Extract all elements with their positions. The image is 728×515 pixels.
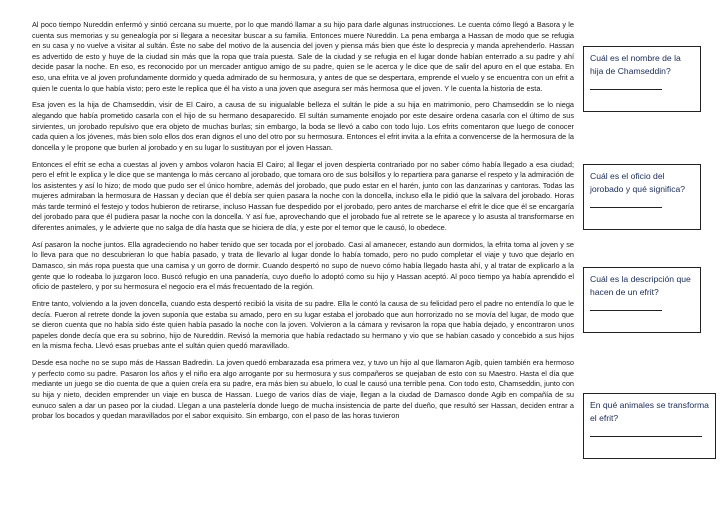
question-text-2: Cuál es el oficio del jorobado y qué significa? [590, 171, 686, 194]
story-paragraph-6: Desde esa noche no se supo más de Hassan Badredin. La joven quedó embarazada esa primera vez, y tuvo un hijo al que llamaron Agib, quien también era hermoso y perfecto como su padre. Pasaron los años y el niño era algo arrogante por su hermosura y sus compañeros se quejaban de esto con su Maestro. Hasta el día que mediante un juego se dio cuenta de que a quien creía era su padre, era más bien su abuelo, lo cual le causó una terrible pena. Con todo esto, Chamseddin, junto con su hija y nieto, deciden emprender un viaje en busca de Hassan. Luego de varios días de viaje, llegan a la ciudad de Damasco donde Agib en compañía de su eunuco salen a dar un paseo por la ciudad. Llegan a una pastelería donde luego de mucha insistencia de parte del dueño, que resultó ser Hassan, deciden entrar a probar los bocados y quedan maravillados por el sabor exquisito. Sin embargo, con el paso de las horas tuvieron [32, 358, 574, 421]
question-text-4: En qué animales se transforma el efrit? [590, 400, 709, 423]
story-text-column [32, 20, 574, 428]
answer-line-3[interactable] [590, 310, 662, 311]
question-box-1 [583, 46, 701, 112]
story-paragraph-4: Así pasaron la noche juntos. Ella agradeciendo no haber tenido que ser tocada por el jorobado. Casi al amanecer, estando aun dormidos, la efrita toma al joven y se lo lleva para que no descubrieran lo que había pasado, y trata de llevarlo al lugar donde lo había tomado, pero no pudo completar el viaje y tuvo que dejarlo en Damasco, sin más ropa puesta que una camisa y un gorro de dormir. Cuando despertó no supo de nuevo cómo había llegado hasta ahí, y al tratar de explicarlo a la gente que lo rodeaba lo juzgaron loco. Buscó refugio en una panadería, cuyo dueño lo adoptó como su hijo y Hassan aceptó. Al poco tiempo ya había aprendido el oficio de pastelero, y por su hermosura el negocio era el más frecuentado de la región. [32, 239, 574, 292]
question-text-3: Cuál es la descripción que hacen de un efrit? [590, 274, 691, 297]
answer-line-1[interactable] [590, 89, 662, 90]
story-paragraph-1: Al poco tiempo Nureddin enfermó y sintió cercana su muerte, por lo que mandó llamar a su hijo para darle algunas instrucciones. Le cuenta cómo llegó a Basora y le cuenta sus memorias y su genealogía por si llegara a necesitar buscar a su familia. Entonces muere Nureddin. La pena embarga a Hassan de modo que se refugia en su casa y no vuelve a visitar al sultán. Éste no sabe del motivo de la ausencia del joven y piensa más bien que éste lo desprecia y manda aprehenderlo. Hassan es advertido de esto y huye de la ciudad sin más que la ropa que traía puesta. Sale de la ciudad y se refugia en el lugar donde habían enterrado a su padre y ahí decide pasar la noche. En eso, es reconocido por un mercader antiguo amigo de su padre, quien se le acerca y le dice que de salir del apuro en el que estaba. En eso, una efrita ve al joven profundamente dormido y queda admirado de su hermosura, y antes de que se despertara, emprende el vuelo y se encuentra con un efrit a quien le cuenta lo que había visto; pero este le replica que él ha visto a una joven que asegura ser más hermosa que el joven. Y le cuenta la historia de esta. [32, 20, 574, 93]
question-box-4 [583, 393, 716, 459]
answer-line-2[interactable] [590, 207, 662, 208]
answer-line-4[interactable] [590, 436, 702, 437]
story-paragraph-3: Entonces el efrit se echa a cuestas al joven y ambos volaron hacia El Cairo; al llegar el joven despierta contrariado por no saber cómo había llegado a esa ciudad; pero el efrit le explica y le dice que se mantenga lo más cercano al jorobado, que tomara oro de sus bolsillos y lo repartiera para ganarse el respeto y la admiración de los asistentes y así lo hizo; de modo que pudo ser el único hombre, además del jorobado, que pudo estar en el harén, junto con las danzarinas y cantoras. Todas las mujeres admiraban la hermosura de Hassan y decían que él debía ser quien pasara la noche con la doncella, incluso ella le pidió que la salvara del jorobado. Horas más tarde terminó el festejo y todos hubieron de retirarse, incluso Hassan fue despedido por el jorobado, pero antes de marcharse el efrit le dice que él se encargaría del jorobado para que él pudiera pasar la noche con la doncella. Y así fue, aprovechando que el jorobado fue al retrete se le aparece y lo asusta al transformarse en diferentes animales, y le advierte que no salga de día hasta que se hiciera de día, y este por el temor que le causó, lo obedece. [32, 159, 574, 233]
question-text-1: Cuál es el nombre de la hija de Chamseddin? [590, 53, 681, 76]
story-paragraph-5: Entre tanto, volviendo a la joven doncella, cuando esta despertó recibió la visita de su padre. Ella le contó la causa de su felicidad pero el padre no entendía lo que le decía. Fueron al retrete donde la joven suponía que estaba su amado, pero en su lugar estaba el jorobado que aun horrorizado no se movía del lugar, de modo que se dieron cuenta que no había sido éste quien había pasado la noche con la joven. Volvieron a la cámara y revisaron la ropa que había dejado, y encontraron unos papeles donde decía que era su sobrino, hijo de Nureddin. Revisó la memoria que había redactado su hermano y vio que se habían casado y concebido a sus hijos en la misma fecha. Llevó esas pruebas ante el sultán quien quedó maravillado. [32, 299, 574, 351]
question-box-3 [583, 267, 701, 333]
question-box-2 [583, 164, 701, 230]
story-paragraph-2: Esa joven es la hija de Chamseddin, visir de El Cairo, a causa de su inigualable belleza el sultán le pide a su hija en matrimonio, pero Chamseddin se lo niega alegando que había prometido casarla con el hijo de su hermano desaparecido. El sultán sumamente enojado por este desaire ordena casarla con el último de sus sirvientes, un jorobado repulsivo que era objeto de muchas burlas; sin embargo, la boda se llevó a cabo con todo lujo. Los efrits comentaron que luego de conocer cada quien a los jóvenes, más bien solo ellos dos eran dignos el uno del otro por su hermosura. Entonces el efrit invita a la efrita a convencerse de la hermosura de la doncella y le propone que burlen al jorobado y en su lugar lo sustituyan por el joven Hassan. [32, 100, 574, 152]
